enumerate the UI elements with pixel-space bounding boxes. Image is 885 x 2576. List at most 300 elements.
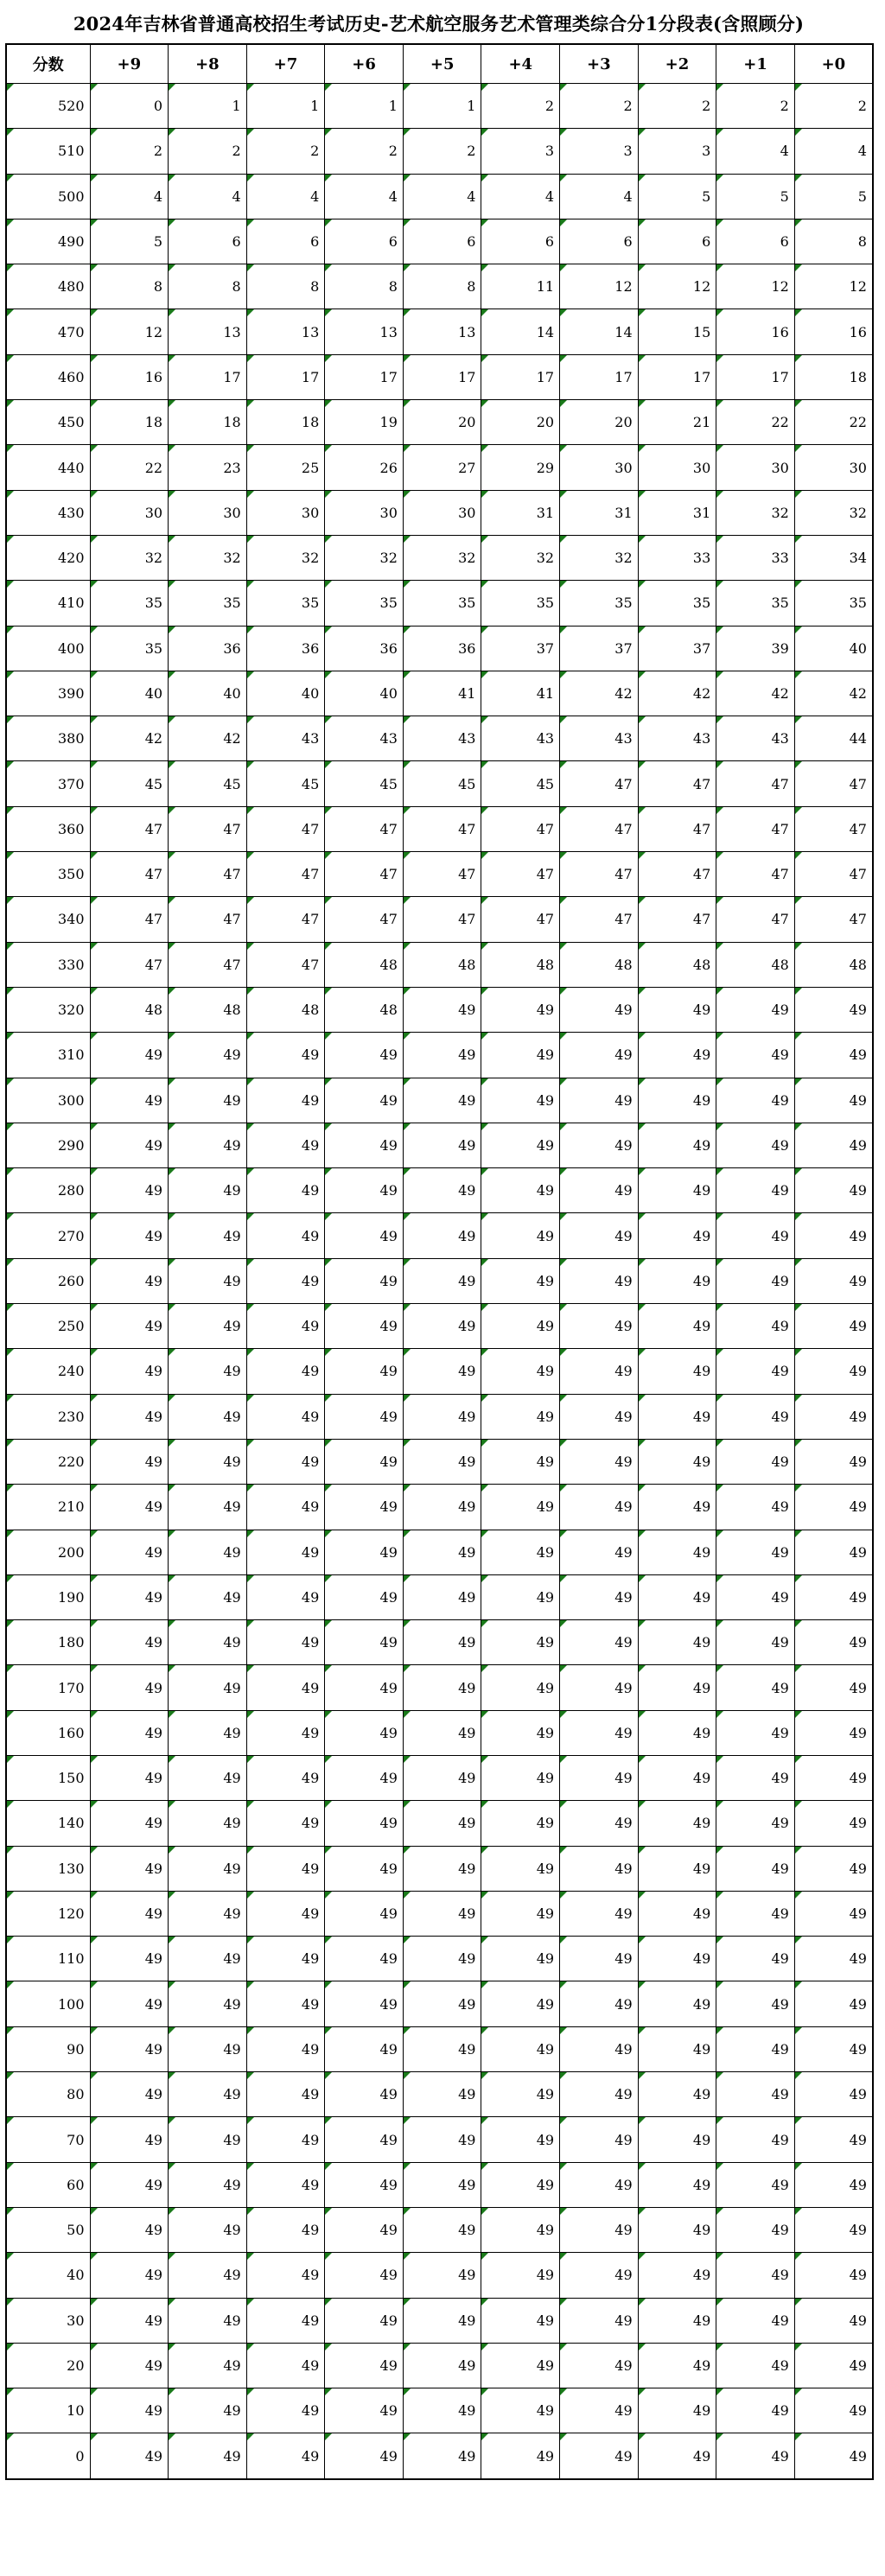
count-cell: 49: [169, 2117, 247, 2162]
count-cell: 49: [716, 1213, 795, 1258]
count-cell: 49: [169, 1123, 247, 1167]
count-cell: 49: [794, 1530, 873, 1574]
count-cell: 49: [246, 1801, 325, 1846]
column-header-offset: +2: [638, 44, 716, 84]
count-cell: 17: [403, 354, 481, 399]
count-cell: 49: [403, 2162, 481, 2207]
count-cell: 49: [403, 1530, 481, 1574]
count-cell: 49: [716, 2298, 795, 2343]
count-cell: 49: [794, 1213, 873, 1258]
count-cell: 32: [794, 490, 873, 535]
count-cell: 48: [325, 942, 404, 987]
count-cell: 6: [169, 219, 247, 264]
count-cell: 49: [169, 2207, 247, 2252]
count-cell: 17: [716, 354, 795, 399]
count-cell: 49: [403, 2072, 481, 2117]
count-cell: 45: [246, 761, 325, 806]
count-cell: 49: [246, 2343, 325, 2388]
count-cell: 35: [169, 581, 247, 626]
count-cell: 35: [90, 581, 169, 626]
count-cell: 12: [90, 309, 169, 354]
table-row: [6, 309, 873, 354]
column-header-offset: +4: [481, 44, 560, 84]
count-cell: 42: [90, 716, 169, 761]
count-cell: 49: [325, 2117, 404, 2162]
table-row: [6, 1123, 873, 1167]
count-cell: 45: [403, 761, 481, 806]
count-cell: 49: [716, 1485, 795, 1530]
count-cell: 5: [716, 174, 795, 219]
count-cell: 49: [794, 2433, 873, 2479]
score-cell: 200: [6, 1530, 90, 1574]
score-cell: 380: [6, 716, 90, 761]
count-cell: 49: [169, 1304, 247, 1349]
count-cell: 49: [169, 2253, 247, 2298]
count-cell: 49: [481, 1168, 560, 1213]
count-cell: 45: [325, 761, 404, 806]
count-cell: 47: [481, 897, 560, 942]
count-cell: 49: [716, 1439, 795, 1484]
count-cell: 47: [325, 897, 404, 942]
table-row: [6, 1574, 873, 1619]
table-row: [6, 1304, 873, 1349]
score-cell: 80: [6, 2072, 90, 2117]
count-cell: 43: [638, 716, 716, 761]
count-cell: 36: [169, 626, 247, 671]
count-cell: 49: [246, 1937, 325, 1981]
count-cell: 49: [716, 2253, 795, 2298]
count-cell: 48: [169, 987, 247, 1032]
table-row: [6, 1394, 873, 1439]
count-cell: 5: [638, 174, 716, 219]
count-cell: 49: [246, 1394, 325, 1439]
count-cell: 49: [560, 1665, 639, 1710]
count-cell: 49: [325, 1123, 404, 1167]
count-cell: 49: [638, 2072, 716, 2117]
count-cell: 49: [169, 1755, 247, 1800]
count-cell: 49: [716, 1304, 795, 1349]
count-cell: 17: [325, 354, 404, 399]
count-cell: 47: [90, 806, 169, 851]
score-cell: 460: [6, 354, 90, 399]
count-cell: 47: [794, 761, 873, 806]
count-cell: 49: [794, 1710, 873, 1755]
count-cell: 49: [169, 1349, 247, 1394]
count-cell: 49: [169, 1981, 247, 2026]
count-cell: 49: [716, 1620, 795, 1665]
count-cell: 49: [638, 1349, 716, 1394]
count-cell: 49: [481, 1258, 560, 1303]
count-cell: 6: [638, 219, 716, 264]
table-row: [6, 1891, 873, 1936]
table-row: [6, 219, 873, 264]
count-cell: 49: [794, 987, 873, 1032]
count-cell: 49: [560, 2162, 639, 2207]
count-cell: 49: [90, 1168, 169, 1213]
count-cell: 6: [560, 219, 639, 264]
count-cell: 49: [716, 987, 795, 1032]
column-header-offset: +9: [90, 44, 169, 84]
count-cell: 26: [325, 445, 404, 490]
table-row: [6, 1168, 873, 1213]
count-cell: 45: [169, 761, 247, 806]
count-cell: 49: [246, 2388, 325, 2433]
count-cell: 49: [638, 2298, 716, 2343]
count-cell: 49: [560, 1530, 639, 1574]
count-cell: 49: [638, 2343, 716, 2388]
count-cell: 49: [481, 1801, 560, 1846]
count-cell: 35: [325, 581, 404, 626]
count-cell: 49: [716, 2343, 795, 2388]
count-cell: 49: [481, 1530, 560, 1574]
count-cell: 49: [403, 1439, 481, 1484]
count-cell: 18: [246, 400, 325, 445]
count-cell: 49: [246, 1439, 325, 1484]
score-cell: 270: [6, 1213, 90, 1258]
count-cell: 49: [560, 1394, 639, 1439]
count-cell: 47: [638, 852, 716, 897]
count-cell: 47: [403, 897, 481, 942]
count-cell: 13: [169, 309, 247, 354]
count-cell: 49: [169, 1439, 247, 1484]
count-cell: 49: [716, 2433, 795, 2479]
count-cell: 49: [246, 1304, 325, 1349]
count-cell: 49: [169, 2388, 247, 2433]
count-cell: 49: [403, 1801, 481, 1846]
count-cell: 49: [560, 1937, 639, 1981]
count-cell: 47: [246, 852, 325, 897]
count-cell: 49: [246, 2026, 325, 2071]
count-cell: 49: [638, 1891, 716, 1936]
table-row: [6, 671, 873, 716]
table-row: [6, 490, 873, 535]
count-cell: 49: [90, 1078, 169, 1123]
count-cell: 49: [169, 2026, 247, 2071]
count-cell: 35: [246, 581, 325, 626]
count-cell: 4: [246, 174, 325, 219]
count-cell: 49: [169, 1213, 247, 1258]
count-cell: 49: [169, 1937, 247, 1981]
count-cell: 49: [90, 2433, 169, 2479]
count-cell: 0: [90, 84, 169, 129]
count-cell: 49: [638, 1710, 716, 1755]
count-cell: 49: [90, 1801, 169, 1846]
count-cell: 49: [325, 1078, 404, 1123]
count-cell: 48: [246, 987, 325, 1032]
table-row: [6, 2388, 873, 2433]
table-row: [6, 84, 873, 129]
score-cell: 180: [6, 1620, 90, 1665]
count-cell: 49: [325, 2072, 404, 2117]
count-cell: 2: [794, 84, 873, 129]
count-cell: 49: [716, 1033, 795, 1078]
count-cell: 8: [90, 264, 169, 309]
score-cell: 220: [6, 1439, 90, 1484]
count-cell: 49: [794, 1394, 873, 1439]
count-cell: 47: [90, 897, 169, 942]
count-cell: 49: [169, 1891, 247, 1936]
column-header-offset: +1: [716, 44, 795, 84]
count-cell: 19: [325, 400, 404, 445]
count-cell: 49: [90, 2253, 169, 2298]
table-row: [6, 1710, 873, 1755]
count-cell: 49: [560, 1258, 639, 1303]
count-cell: 49: [325, 1846, 404, 1891]
table-row: [6, 400, 873, 445]
column-header-offset: +6: [325, 44, 404, 84]
count-cell: 47: [169, 897, 247, 942]
table-row: [6, 2072, 873, 2117]
count-cell: 49: [403, 1937, 481, 1981]
score-cell: 260: [6, 1258, 90, 1303]
count-cell: 49: [638, 1394, 716, 1439]
count-cell: 49: [716, 2026, 795, 2071]
count-cell: 49: [246, 1123, 325, 1167]
count-cell: 12: [794, 264, 873, 309]
count-cell: 49: [403, 2388, 481, 2433]
count-cell: 49: [716, 2162, 795, 2207]
count-cell: 49: [794, 1439, 873, 1484]
count-cell: 43: [560, 716, 639, 761]
count-cell: 49: [794, 1574, 873, 1619]
count-cell: 49: [246, 1665, 325, 1710]
table-row: [6, 2207, 873, 2252]
count-cell: 49: [794, 1620, 873, 1665]
count-cell: 6: [246, 219, 325, 264]
count-cell: 49: [560, 1801, 639, 1846]
table-row: [6, 2433, 873, 2479]
count-cell: 49: [716, 1710, 795, 1755]
count-cell: 35: [403, 581, 481, 626]
count-cell: 47: [403, 852, 481, 897]
count-cell: 49: [90, 2388, 169, 2433]
count-cell: 49: [481, 1937, 560, 1981]
count-cell: 49: [794, 2388, 873, 2433]
count-cell: 49: [794, 1665, 873, 1710]
count-cell: 49: [716, 1168, 795, 1213]
count-cell: 49: [403, 2253, 481, 2298]
count-cell: 49: [560, 1349, 639, 1394]
count-cell: 49: [481, 2117, 560, 2162]
count-cell: 49: [246, 2117, 325, 2162]
count-cell: 49: [794, 1168, 873, 1213]
count-cell: 20: [560, 400, 639, 445]
count-cell: 2: [325, 129, 404, 174]
count-cell: 49: [560, 1439, 639, 1484]
count-cell: 2: [560, 84, 639, 129]
count-cell: 37: [560, 626, 639, 671]
count-cell: 49: [638, 1755, 716, 1800]
count-cell: 49: [638, 2388, 716, 2433]
count-cell: 49: [481, 1078, 560, 1123]
count-cell: 49: [560, 2253, 639, 2298]
count-cell: 49: [481, 1574, 560, 1619]
count-cell: 49: [638, 2207, 716, 2252]
count-cell: 49: [716, 1394, 795, 1439]
count-cell: 49: [325, 2026, 404, 2071]
count-cell: 49: [403, 1213, 481, 1258]
count-cell: 49: [325, 1394, 404, 1439]
count-cell: 42: [560, 671, 639, 716]
count-cell: 17: [560, 354, 639, 399]
count-cell: 49: [246, 1213, 325, 1258]
count-cell: 49: [246, 1168, 325, 1213]
table-row: [6, 897, 873, 942]
score-cell: 60: [6, 2162, 90, 2207]
count-cell: 49: [481, 1304, 560, 1349]
count-cell: 49: [794, 1258, 873, 1303]
table-row: [6, 1530, 873, 1574]
count-cell: 13: [325, 309, 404, 354]
count-cell: 49: [560, 2388, 639, 2433]
count-cell: 49: [90, 1530, 169, 1574]
count-cell: 4: [481, 174, 560, 219]
table-row: [6, 987, 873, 1032]
count-cell: 49: [246, 1033, 325, 1078]
count-cell: 49: [794, 1755, 873, 1800]
count-cell: 49: [90, 1620, 169, 1665]
count-cell: 29: [481, 445, 560, 490]
count-cell: 49: [325, 1891, 404, 1936]
count-cell: 49: [794, 1801, 873, 1846]
count-cell: 35: [638, 581, 716, 626]
column-header-offset: +0: [794, 44, 873, 84]
count-cell: 49: [169, 1710, 247, 1755]
count-cell: 49: [716, 1665, 795, 1710]
count-cell: 49: [325, 1485, 404, 1530]
count-cell: 49: [560, 1846, 639, 1891]
count-cell: 5: [90, 219, 169, 264]
count-cell: 48: [325, 987, 404, 1032]
count-cell: 4: [794, 129, 873, 174]
table-row: [6, 581, 873, 626]
page-title: 2024年吉林省普通高校招生考试历史-艺术航空服务艺术管理类综合分1分段表(含照顾分): [73, 13, 805, 35]
count-cell: 49: [246, 2433, 325, 2479]
count-cell: 47: [169, 852, 247, 897]
count-cell: 49: [716, 2072, 795, 2117]
count-cell: 49: [246, 2253, 325, 2298]
count-cell: 49: [716, 1123, 795, 1167]
count-cell: 49: [481, 1891, 560, 1936]
count-cell: 35: [794, 581, 873, 626]
count-cell: 49: [481, 2162, 560, 2207]
table-row: [6, 2026, 873, 2071]
count-cell: 49: [560, 2207, 639, 2252]
count-cell: 5: [794, 174, 873, 219]
count-cell: 45: [481, 761, 560, 806]
score-cell: 130: [6, 1846, 90, 1891]
count-cell: 49: [638, 1620, 716, 1665]
score-cell: 240: [6, 1349, 90, 1394]
count-cell: 49: [169, 1394, 247, 1439]
count-cell: 2: [638, 84, 716, 129]
count-cell: 49: [481, 1755, 560, 1800]
count-cell: 49: [638, 1801, 716, 1846]
count-cell: 49: [325, 1665, 404, 1710]
score-cell: 170: [6, 1665, 90, 1710]
count-cell: 30: [560, 445, 639, 490]
count-cell: 37: [638, 626, 716, 671]
count-cell: 49: [794, 2253, 873, 2298]
count-cell: 49: [716, 1530, 795, 1574]
count-cell: 49: [403, 1846, 481, 1891]
count-cell: 49: [403, 1891, 481, 1936]
count-cell: 49: [325, 1439, 404, 1484]
count-cell: 49: [325, 1033, 404, 1078]
count-cell: 40: [246, 671, 325, 716]
count-cell: 43: [716, 716, 795, 761]
count-cell: 49: [90, 2026, 169, 2071]
count-cell: 44: [794, 716, 873, 761]
count-cell: 49: [90, 2072, 169, 2117]
count-cell: 49: [481, 1710, 560, 1755]
table-row: [6, 129, 873, 174]
score-cell: 370: [6, 761, 90, 806]
count-cell: 49: [403, 1485, 481, 1530]
count-cell: 48: [560, 942, 639, 987]
count-cell: 49: [560, 987, 639, 1032]
count-cell: 25: [246, 445, 325, 490]
count-cell: 49: [169, 1485, 247, 1530]
count-cell: 8: [246, 264, 325, 309]
count-cell: 49: [716, 1937, 795, 1981]
count-cell: 15: [638, 309, 716, 354]
score-cell: 90: [6, 2026, 90, 2071]
count-cell: 49: [638, 1213, 716, 1258]
count-cell: 47: [794, 897, 873, 942]
count-cell: 6: [325, 219, 404, 264]
count-cell: 23: [169, 445, 247, 490]
table-row: [6, 2298, 873, 2343]
table-row: [6, 1665, 873, 1710]
count-cell: 49: [325, 2388, 404, 2433]
count-cell: 49: [325, 1258, 404, 1303]
count-cell: 49: [325, 1755, 404, 1800]
count-cell: 18: [169, 400, 247, 445]
count-cell: 2: [403, 129, 481, 174]
count-cell: 47: [325, 852, 404, 897]
count-cell: 49: [794, 2343, 873, 2388]
count-cell: 47: [560, 806, 639, 851]
count-cell: 35: [560, 581, 639, 626]
count-cell: 49: [716, 1258, 795, 1303]
count-cell: 49: [90, 2343, 169, 2388]
count-cell: 49: [246, 1981, 325, 2026]
count-cell: 49: [90, 1574, 169, 1619]
table-row: [6, 2162, 873, 2207]
count-cell: 49: [169, 1078, 247, 1123]
count-cell: 49: [794, 1981, 873, 2026]
count-cell: 49: [325, 1710, 404, 1755]
score-cell: 110: [6, 1937, 90, 1981]
count-cell: 30: [90, 490, 169, 535]
count-cell: 49: [638, 987, 716, 1032]
count-cell: 49: [560, 1485, 639, 1530]
count-cell: 49: [638, 1439, 716, 1484]
count-cell: 3: [560, 129, 639, 174]
score-cell: 20: [6, 2343, 90, 2388]
count-cell: 49: [794, 2298, 873, 2343]
column-header-offset: +3: [560, 44, 639, 84]
count-cell: 49: [481, 2433, 560, 2479]
column-header-offset: +7: [246, 44, 325, 84]
count-cell: 4: [716, 129, 795, 174]
count-cell: 49: [716, 1574, 795, 1619]
count-cell: 49: [325, 2162, 404, 2207]
count-cell: 49: [638, 1530, 716, 1574]
score-cell: 320: [6, 987, 90, 1032]
score-cell: 210: [6, 1485, 90, 1530]
